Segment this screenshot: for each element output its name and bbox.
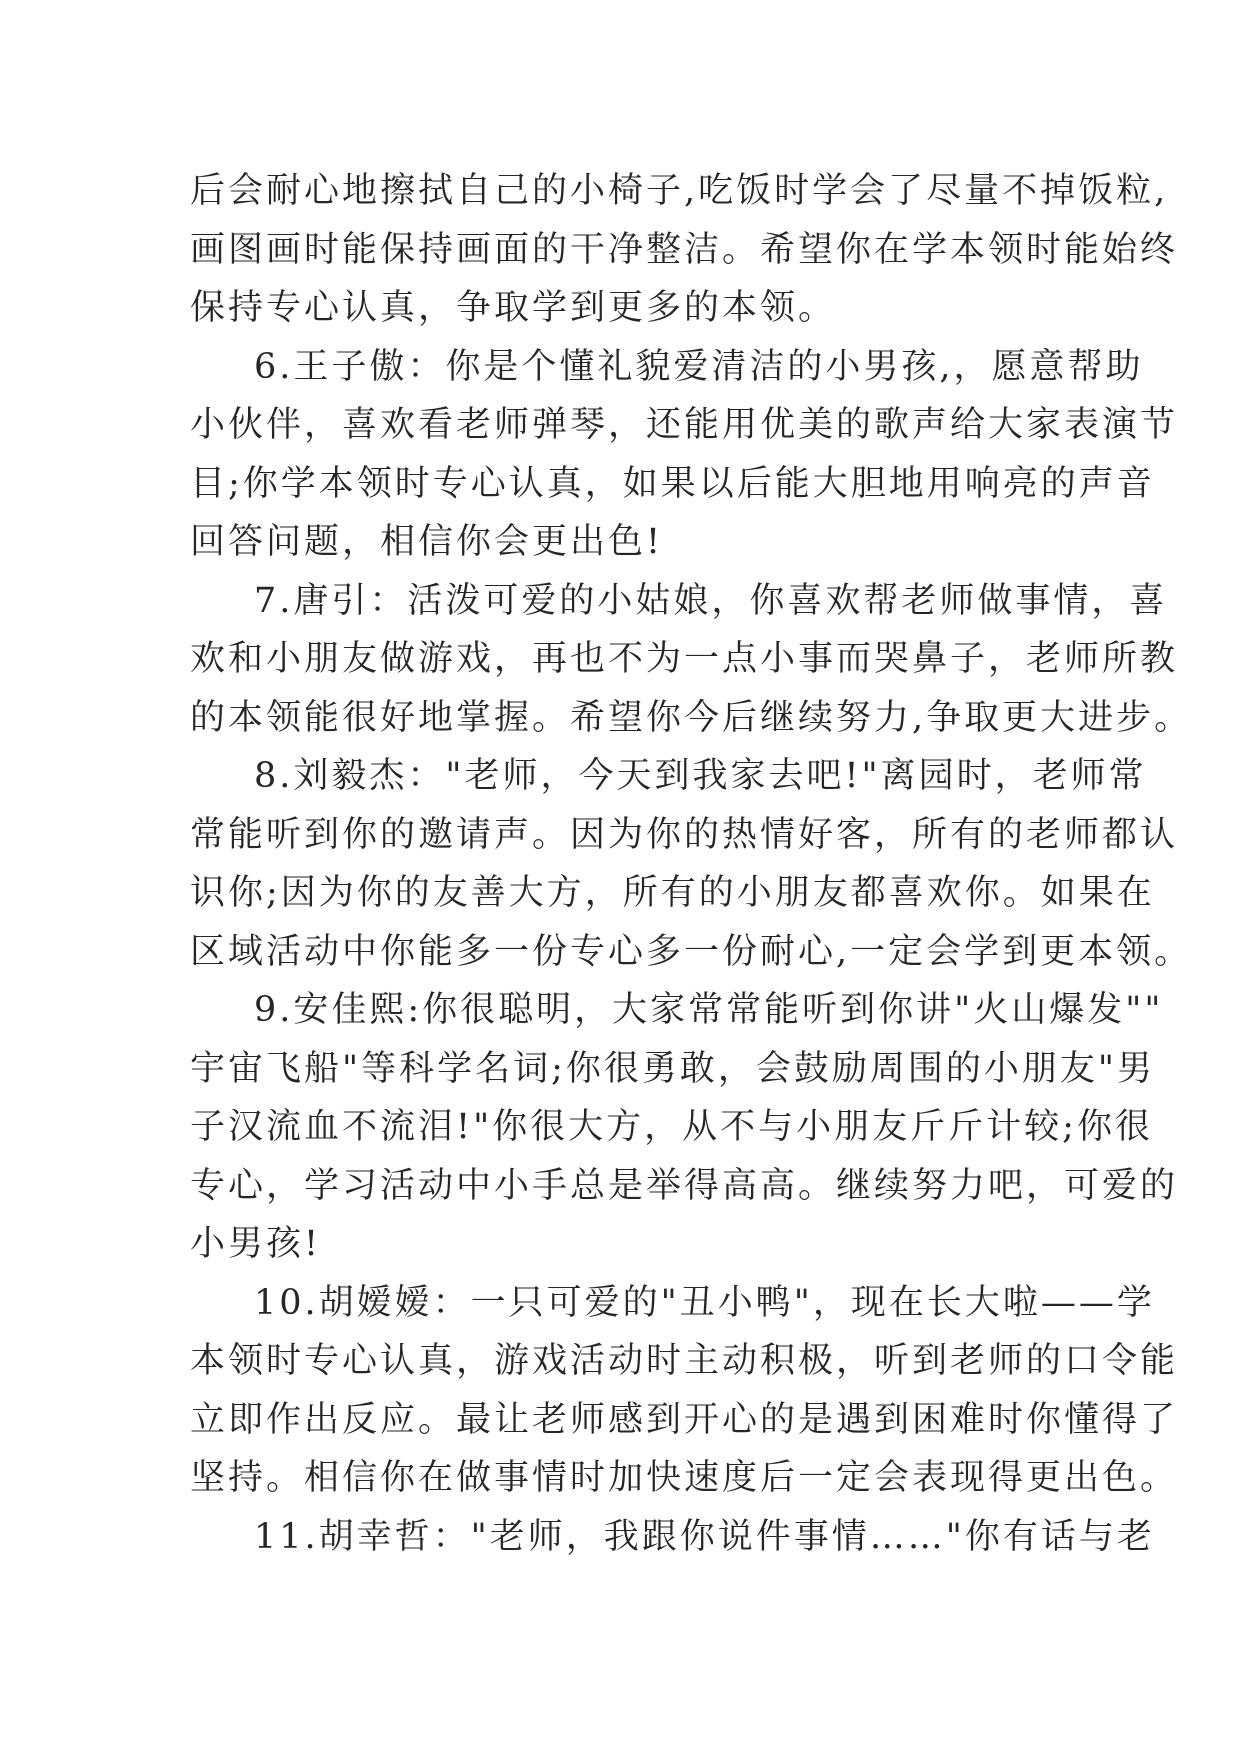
text-line: 子汉流血不流泪!"你很大方，从不与小朋友斤斤计较;你很 (190, 1107, 1153, 1147)
text-line: 的本领能很好地掌握。希望你今后继续努力,争取更大进步。 (190, 697, 1193, 738)
text-line: 画图画时能保持画面的干净整洁。希望你在学本领时能始终 (190, 229, 1179, 270)
text-line: 区域活动中你能多一份专心多一份耐心,一定会学到更本领。 (190, 931, 1193, 972)
text-line: 回答问题，相信你会更出色! (190, 522, 664, 562)
text-line: 本领时专心认真，游戏活动时主动积极，听到老师的口令能 (190, 1341, 1179, 1381)
text-line: 目;你学本领时专心认真，如果以后能大胆地用响亮的声音 (190, 463, 1155, 504)
text-line: 10.胡嫒嫒：一只可爱的"丑小鸭"，现在长大啦——学 (254, 1282, 1155, 1323)
text-line: 专心，学习活动中小手总是举得高高。继续努力吧，可爱的 (190, 1165, 1179, 1206)
text-line: 11.胡幸哲："老师，我跟你说件事情……"你有话与老 (254, 1516, 1155, 1557)
text-line: 宇宙飞船"等科学名词;你很勇敢，会鼓励周围的小朋友"男 (190, 1048, 1155, 1089)
text-line: 常能听到你的邀请声。因为你的热情好客，所有的老师都认 (190, 814, 1179, 855)
text-line: 小男孩! (190, 1224, 322, 1264)
text-line: 欢和小朋友做游戏，再也不为一点小事而哭鼻子，老师所教 (190, 639, 1179, 679)
text-line: 立即作出反应。最让老师感到开心的是遇到困难时你懂得了 (190, 1399, 1179, 1440)
body-text (190, 162, 1193, 1566)
text-line: 7.唐引：活泼可爱的小姑娘，你喜欢帮老师做事情，喜 (254, 580, 1168, 621)
text-line: 8.刘毅杰："老师，今天到我家去吧!"离园时，老师常 (254, 756, 1147, 796)
text-line: 小伙伴，喜欢看老师弹琴，还能用优美的歌声给大家表演节 (190, 405, 1179, 445)
text-line: 识你;因为你的友善大方，所有的小朋友都喜欢你。如果在 (190, 873, 1155, 913)
text-line: 6.王子傲：你是个懂礼貌爱清洁的小男孩,，愿意帮助 (254, 346, 1144, 387)
text-line: 后会耐心地擦拭自己的小椅子,吃饭时学会了尽量不掉饭粒, (190, 171, 1169, 211)
text-line: 坚持。相信你在做事情时加快速度后一定会表现得更出色。 (190, 1458, 1179, 1498)
text-line: 9.安佳熙:你很聪明，大家常常能听到你讲"火山爆发"" (254, 990, 1164, 1030)
text-line: 保持专心认真，争取学到更多的本领。 (190, 288, 837, 328)
